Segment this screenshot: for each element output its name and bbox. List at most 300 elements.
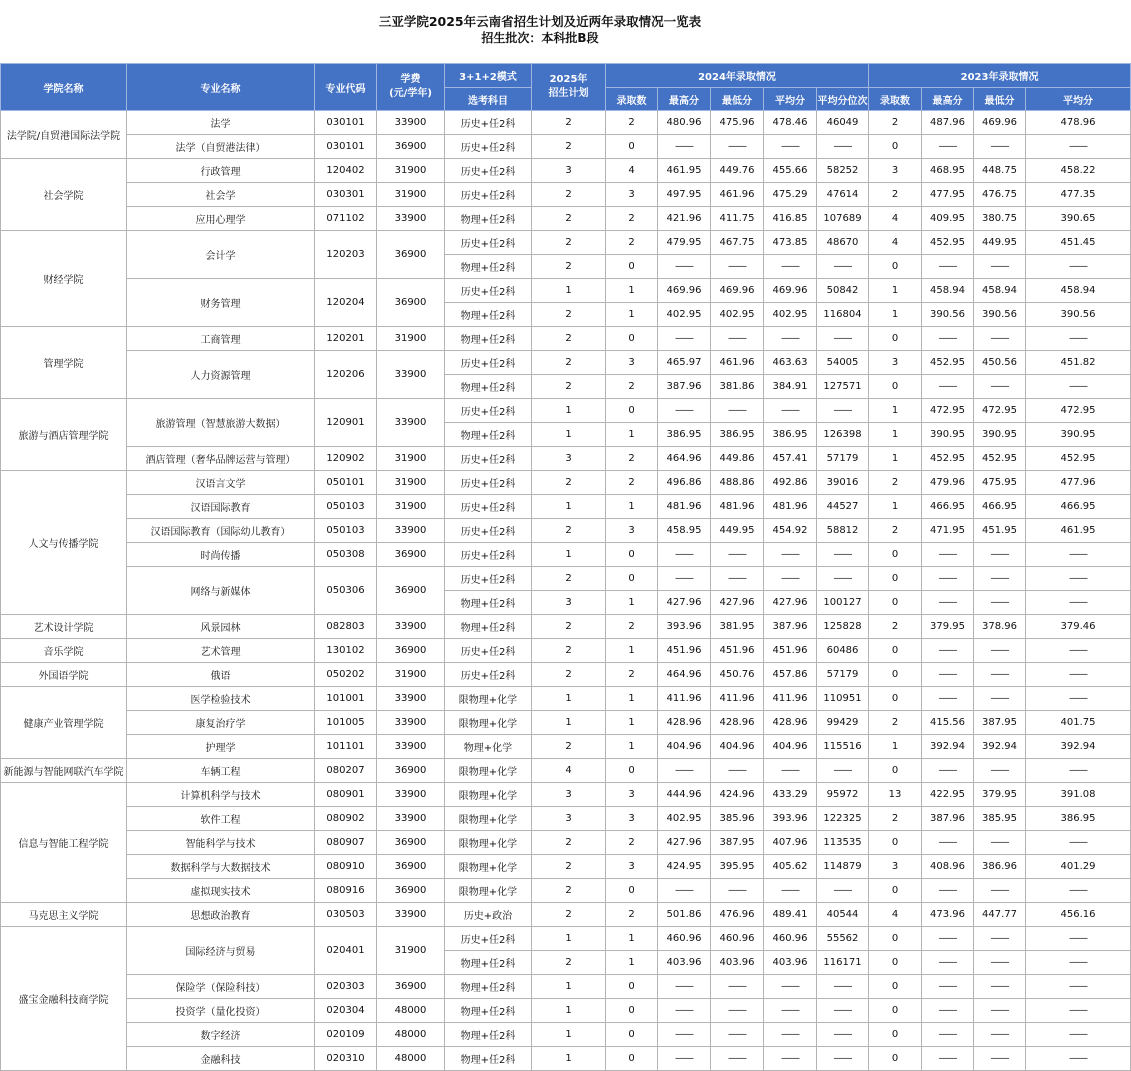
table-row [1, 159, 1131, 183]
stat-2024: 404.96 [764, 735, 817, 759]
stat-2023: 0 [869, 927, 922, 951]
header-mode: 3+1+2模式 [445, 64, 532, 88]
stat-2023: 452.95 [1026, 447, 1131, 471]
stat-2024: 460.96 [764, 927, 817, 951]
stat-2024: 3 [606, 807, 658, 831]
stat-2024: 387.95 [711, 831, 764, 855]
college-name: 马克思主义学院 [1, 903, 127, 927]
table-row [1, 639, 1131, 663]
stat-2024: —— [711, 879, 764, 903]
stat-2024: —— [764, 327, 817, 351]
stat-2023: 475.95 [974, 471, 1026, 495]
subject-requirement: 限物理+化学 [445, 711, 532, 735]
subject-requirement: 物理+任2科 [445, 207, 532, 231]
stat-2023: 0 [869, 879, 922, 903]
major-name: 社会学 [127, 183, 315, 207]
stat-2024: 449.86 [711, 447, 764, 471]
stat-2024: —— [658, 327, 711, 351]
stat-2024: 411.96 [711, 687, 764, 711]
tuition-fee: 33900 [377, 903, 445, 927]
stat-2024: 403.96 [711, 951, 764, 975]
major-code: 101001 [315, 687, 377, 711]
plan-2025: 3 [532, 783, 606, 807]
stat-2023: 452.95 [922, 351, 974, 375]
stat-2023: 449.95 [974, 231, 1026, 255]
tuition-fee: 36900 [377, 567, 445, 615]
header-college: 学院名称 [1, 64, 127, 111]
major-code: 120901 [315, 399, 377, 447]
stat-2024: 1 [606, 687, 658, 711]
major-name: 软件工程 [127, 807, 315, 831]
stat-2024: —— [658, 759, 711, 783]
subject-requirement: 物理+任2科 [445, 423, 532, 447]
stat-2023: —— [974, 1023, 1026, 1047]
plan-2025: 2 [532, 615, 606, 639]
subject-requirement: 历史+任2科 [445, 471, 532, 495]
plan-2025: 2 [532, 831, 606, 855]
plan-2025: 1 [532, 423, 606, 447]
header-2024-col: 录取数 [606, 88, 658, 111]
stat-2023: 392.94 [922, 735, 974, 759]
stat-2023: 0 [869, 639, 922, 663]
stat-2023: 4 [869, 231, 922, 255]
stat-2024: 421.96 [658, 207, 711, 231]
major-name: 投资学（量化投资） [127, 999, 315, 1023]
plan-2025: 2 [532, 903, 606, 927]
tuition-fee: 33900 [377, 399, 445, 447]
subject-requirement: 物理+任2科 [445, 1047, 532, 1071]
stat-2023: 1 [869, 423, 922, 447]
stat-2023: 390.95 [974, 423, 1026, 447]
plan-2025: 2 [532, 231, 606, 255]
stat-2024: 3 [606, 519, 658, 543]
stat-2024: —— [764, 999, 817, 1023]
stat-2023: 0 [869, 999, 922, 1023]
tuition-fee: 36900 [377, 279, 445, 327]
plan-2025: 1 [532, 1023, 606, 1047]
plan-2025: 3 [532, 591, 606, 615]
stat-2023: —— [922, 543, 974, 567]
stat-2024: 44527 [817, 495, 869, 519]
stat-2023: —— [922, 375, 974, 399]
plan-2025: 1 [532, 279, 606, 303]
stat-2023: 2 [869, 711, 922, 735]
stat-2023: 3 [869, 351, 922, 375]
major-name: 保险学（保险科技） [127, 975, 315, 999]
tuition-fee: 31900 [377, 663, 445, 687]
tuition-fee: 33900 [377, 351, 445, 399]
stat-2023: 0 [869, 1023, 922, 1047]
stat-2024: 463.63 [764, 351, 817, 375]
major-code: 050306 [315, 567, 377, 615]
stat-2023: —— [974, 879, 1026, 903]
stat-2023: —— [922, 927, 974, 951]
stat-2023: 472.95 [1026, 399, 1131, 423]
plan-2025: 1 [532, 399, 606, 423]
stat-2024: 402.95 [764, 303, 817, 327]
stat-2023: —— [974, 543, 1026, 567]
plan-2025: 1 [532, 927, 606, 951]
table-row [1, 687, 1131, 711]
plan-2025: 2 [532, 351, 606, 375]
stat-2023: —— [974, 663, 1026, 687]
stat-2023: —— [1026, 663, 1131, 687]
stat-2024: 40544 [817, 903, 869, 927]
header-major: 专业名称 [127, 64, 315, 111]
stat-2024: 476.96 [711, 903, 764, 927]
stat-2023: 477.35 [1026, 183, 1131, 207]
stat-2024: 387.96 [658, 375, 711, 399]
stat-2024: —— [658, 999, 711, 1023]
stat-2024: 427.96 [658, 591, 711, 615]
stat-2024: 48670 [817, 231, 869, 255]
stat-2024: 461.96 [711, 183, 764, 207]
subject-requirement: 物理+任2科 [445, 999, 532, 1023]
stat-2024: —— [817, 999, 869, 1023]
stat-2024: 1 [606, 711, 658, 735]
stat-2023: 466.95 [922, 495, 974, 519]
stat-2024: 1 [606, 303, 658, 327]
stat-2024: 403.96 [658, 951, 711, 975]
stat-2024: 1 [606, 279, 658, 303]
major-code: 120203 [315, 231, 377, 279]
stat-2023: 458.94 [1026, 279, 1131, 303]
stat-2023: —— [974, 951, 1026, 975]
stat-2024: —— [711, 1023, 764, 1047]
major-name: 汉语国际教育（国际幼儿教育） [127, 519, 315, 543]
stat-2023: 0 [869, 759, 922, 783]
stat-2024: 122325 [817, 807, 869, 831]
stat-2023: —— [922, 975, 974, 999]
stat-2024: 458.95 [658, 519, 711, 543]
stat-2023: —— [974, 567, 1026, 591]
stat-2024: —— [764, 135, 817, 159]
plan-2025: 1 [532, 495, 606, 519]
stat-2023: 0 [869, 327, 922, 351]
table-row [1, 207, 1131, 231]
stat-2024: 2 [606, 207, 658, 231]
table-row [1, 111, 1131, 135]
stat-2024: —— [658, 1023, 711, 1047]
stat-2024: 4 [606, 159, 658, 183]
stat-2023: 0 [869, 663, 922, 687]
plan-2025: 1 [532, 1047, 606, 1071]
stat-2024: —— [658, 975, 711, 999]
major-code: 020109 [315, 1023, 377, 1047]
stat-2024: 402.95 [658, 807, 711, 831]
stat-2023: 0 [869, 255, 922, 279]
stat-2024: 387.96 [764, 615, 817, 639]
stat-2023: 401.75 [1026, 711, 1131, 735]
stat-2023: 408.96 [922, 855, 974, 879]
major-code: 050103 [315, 519, 377, 543]
plan-2025: 2 [532, 855, 606, 879]
tuition-fee: 36900 [377, 543, 445, 567]
plan-2025: 2 [532, 135, 606, 159]
college-name: 社会学院 [1, 159, 127, 231]
table-row [1, 399, 1131, 423]
stat-2024: 0 [606, 135, 658, 159]
stat-2023: 422.95 [922, 783, 974, 807]
stat-2024: 2 [606, 111, 658, 135]
stat-2023: —— [1026, 327, 1131, 351]
stat-2024: 1 [606, 735, 658, 759]
major-code: 120402 [315, 159, 377, 183]
major-name: 工商管理 [127, 327, 315, 351]
stat-2024: —— [764, 567, 817, 591]
table-row [1, 903, 1131, 927]
table-row [1, 807, 1131, 831]
stat-2024: —— [817, 1023, 869, 1047]
stat-2024: 0 [606, 999, 658, 1023]
stat-2023: 0 [869, 1047, 922, 1071]
stat-2023: 380.75 [974, 207, 1026, 231]
tuition-fee: 33900 [377, 735, 445, 759]
header-2024-col: 平均分 [764, 88, 817, 111]
stat-2024: 411.75 [711, 207, 764, 231]
stat-2024: 479.95 [658, 231, 711, 255]
stat-2023: 2 [869, 111, 922, 135]
tuition-fee: 48000 [377, 1023, 445, 1047]
subject-requirement: 限物理+化学 [445, 807, 532, 831]
stat-2024: 57179 [817, 447, 869, 471]
stat-2023: —— [974, 255, 1026, 279]
stat-2024: 455.66 [764, 159, 817, 183]
stat-2024: —— [764, 1047, 817, 1071]
stat-2024: 428.96 [764, 711, 817, 735]
major-name: 智能科学与技术 [127, 831, 315, 855]
major-name: 计算机科学与技术 [127, 783, 315, 807]
stat-2023: 1 [869, 303, 922, 327]
stat-2023: 2 [869, 615, 922, 639]
stat-2023: 4 [869, 207, 922, 231]
table-row [1, 327, 1131, 351]
table-row [1, 975, 1131, 999]
stat-2024: 478.46 [764, 111, 817, 135]
stat-2024: 427.96 [658, 831, 711, 855]
stat-2023: 479.96 [922, 471, 974, 495]
stat-2024: 2 [606, 471, 658, 495]
stat-2023: 2 [869, 471, 922, 495]
stat-2024: 481.96 [764, 495, 817, 519]
stat-2024: 467.75 [711, 231, 764, 255]
stat-2024: 2 [606, 615, 658, 639]
stat-2024: 1 [606, 951, 658, 975]
stat-2024: 460.96 [658, 927, 711, 951]
table-row [1, 279, 1131, 303]
stat-2023: 487.96 [922, 111, 974, 135]
tuition-fee: 36900 [377, 759, 445, 783]
page-title: 三亚学院2025年云南省招生计划及近两年录取情况一览表 [378, 14, 702, 29]
major-name: 金融科技 [127, 1047, 315, 1071]
stat-2023: 477.95 [922, 183, 974, 207]
tuition-fee: 31900 [377, 447, 445, 471]
major-code: 120201 [315, 327, 377, 351]
table-row [1, 855, 1131, 879]
stat-2023: 477.96 [1026, 471, 1131, 495]
subject-requirement: 物理+任2科 [445, 591, 532, 615]
major-name: 康复治疗学 [127, 711, 315, 735]
stat-2023: —— [1026, 135, 1131, 159]
stat-2023: 4 [869, 903, 922, 927]
tuition-fee: 36900 [377, 855, 445, 879]
stat-2024: 444.96 [658, 783, 711, 807]
college-name: 健康产业管理学院 [1, 687, 127, 759]
stat-2023: —— [974, 639, 1026, 663]
plan-2025: 2 [532, 879, 606, 903]
stat-2023: —— [922, 327, 974, 351]
stat-2024: 107689 [817, 207, 869, 231]
major-code: 080901 [315, 783, 377, 807]
stat-2024: 457.41 [764, 447, 817, 471]
stat-2024: 385.96 [711, 807, 764, 831]
stat-2023: —— [922, 1023, 974, 1047]
stat-2024: —— [658, 1047, 711, 1071]
stat-2023: 390.65 [1026, 207, 1131, 231]
major-code: 080207 [315, 759, 377, 783]
tuition-fee: 31900 [377, 183, 445, 207]
stat-2023: 13 [869, 783, 922, 807]
stat-2024: 386.95 [711, 423, 764, 447]
stat-2024: 50842 [817, 279, 869, 303]
stat-2023: 386.95 [1026, 807, 1131, 831]
subject-requirement: 历史+任2科 [445, 663, 532, 687]
tuition-fee: 48000 [377, 1047, 445, 1071]
plan-2025: 2 [532, 183, 606, 207]
major-name: 行政管理 [127, 159, 315, 183]
subject-requirement: 物理+任2科 [445, 303, 532, 327]
major-name: 汉语国际教育 [127, 495, 315, 519]
stat-2023: —— [922, 831, 974, 855]
stat-2024: 116171 [817, 951, 869, 975]
stat-2023: 3 [869, 855, 922, 879]
stat-2024: 115516 [817, 735, 869, 759]
tuition-fee: 33900 [377, 711, 445, 735]
tuition-fee: 36900 [377, 975, 445, 999]
stat-2024: 481.96 [658, 495, 711, 519]
plan-2025: 2 [532, 111, 606, 135]
stat-2023: —— [974, 135, 1026, 159]
stat-2024: 450.76 [711, 663, 764, 687]
major-name: 时尚传播 [127, 543, 315, 567]
stat-2023: 1 [869, 279, 922, 303]
stat-2023: —— [922, 255, 974, 279]
subject-requirement: 历史+任2科 [445, 519, 532, 543]
tuition-fee: 31900 [377, 327, 445, 351]
stat-2023: 0 [869, 375, 922, 399]
major-name: 国际经济与贸易 [127, 927, 315, 975]
stat-2024: 424.96 [711, 783, 764, 807]
stat-2023: —— [922, 879, 974, 903]
stat-2024: 116804 [817, 303, 869, 327]
stat-2023: —— [1026, 927, 1131, 951]
stat-2024: —— [711, 1047, 764, 1071]
tuition-fee: 33900 [377, 111, 445, 135]
stat-2023: —— [1026, 831, 1131, 855]
stat-2024: —— [764, 759, 817, 783]
stat-2024: 469.96 [658, 279, 711, 303]
stat-2023: 458.94 [922, 279, 974, 303]
stat-2024: 386.95 [658, 423, 711, 447]
stat-2023: 452.95 [974, 447, 1026, 471]
title-block [0, 0, 1080, 63]
stat-2024: 451.96 [711, 639, 764, 663]
subject-requirement: 历史+任2科 [445, 183, 532, 207]
major-name: 数据科学与大数据技术 [127, 855, 315, 879]
major-code: 050103 [315, 495, 377, 519]
page-subtitle: 招生批次：本科批B段 [481, 31, 599, 45]
stat-2023: 0 [869, 831, 922, 855]
stat-2024: 3 [606, 783, 658, 807]
stat-2024: 402.95 [711, 303, 764, 327]
stat-2023: 390.56 [1026, 303, 1131, 327]
college-name: 人文与传播学院 [1, 471, 127, 615]
tuition-fee: 36900 [377, 639, 445, 663]
table-row [1, 783, 1131, 807]
stat-2024: 428.96 [658, 711, 711, 735]
header-2024-col: 最低分 [711, 88, 764, 111]
stat-2023: —— [1026, 759, 1131, 783]
college-name: 旅游与酒店管理学院 [1, 399, 127, 471]
stat-2023: 401.29 [1026, 855, 1131, 879]
stat-2024: 497.95 [658, 183, 711, 207]
major-name: 法学 [127, 111, 315, 135]
stat-2023: —— [974, 999, 1026, 1023]
stat-2024: 60486 [817, 639, 869, 663]
stat-2024: 114879 [817, 855, 869, 879]
stat-2024: 411.96 [764, 687, 817, 711]
tuition-fee: 36900 [377, 831, 445, 855]
table-row [1, 183, 1131, 207]
major-name: 护理学 [127, 735, 315, 759]
table-row [1, 831, 1131, 855]
stat-2024: —— [817, 1047, 869, 1071]
subject-requirement: 物理+任2科 [445, 375, 532, 399]
stat-2024: —— [817, 399, 869, 423]
stat-2023: 387.95 [974, 711, 1026, 735]
major-code: 080902 [315, 807, 377, 831]
stat-2024: 481.96 [711, 495, 764, 519]
stat-2023: —— [1026, 567, 1131, 591]
tuition-fee: 33900 [377, 615, 445, 639]
stat-2023: 476.75 [974, 183, 1026, 207]
stat-2024: —— [817, 327, 869, 351]
plan-2025: 3 [532, 807, 606, 831]
stat-2024: 451.96 [658, 639, 711, 663]
subject-requirement: 历史+任2科 [445, 159, 532, 183]
stat-2023: —— [974, 759, 1026, 783]
stat-2023: —— [974, 927, 1026, 951]
stat-2024: 475.29 [764, 183, 817, 207]
stat-2024: —— [711, 135, 764, 159]
subject-requirement: 历史+任2科 [445, 927, 532, 951]
table-row [1, 1023, 1131, 1047]
college-name: 外国语学院 [1, 663, 127, 687]
stat-2024: 395.95 [711, 855, 764, 879]
subject-requirement: 历史+任2科 [445, 447, 532, 471]
subject-requirement: 历史+任2科 [445, 543, 532, 567]
plan-2025: 1 [532, 711, 606, 735]
stat-2024: —— [764, 1023, 817, 1047]
stat-2024: 100127 [817, 591, 869, 615]
table-row [1, 711, 1131, 735]
stat-2024: 0 [606, 975, 658, 999]
stat-2023: 466.95 [1026, 495, 1131, 519]
subject-requirement: 历史+任2科 [445, 495, 532, 519]
stat-2024: 0 [606, 759, 658, 783]
stat-2024: 57179 [817, 663, 869, 687]
stat-2023: —— [1026, 591, 1131, 615]
